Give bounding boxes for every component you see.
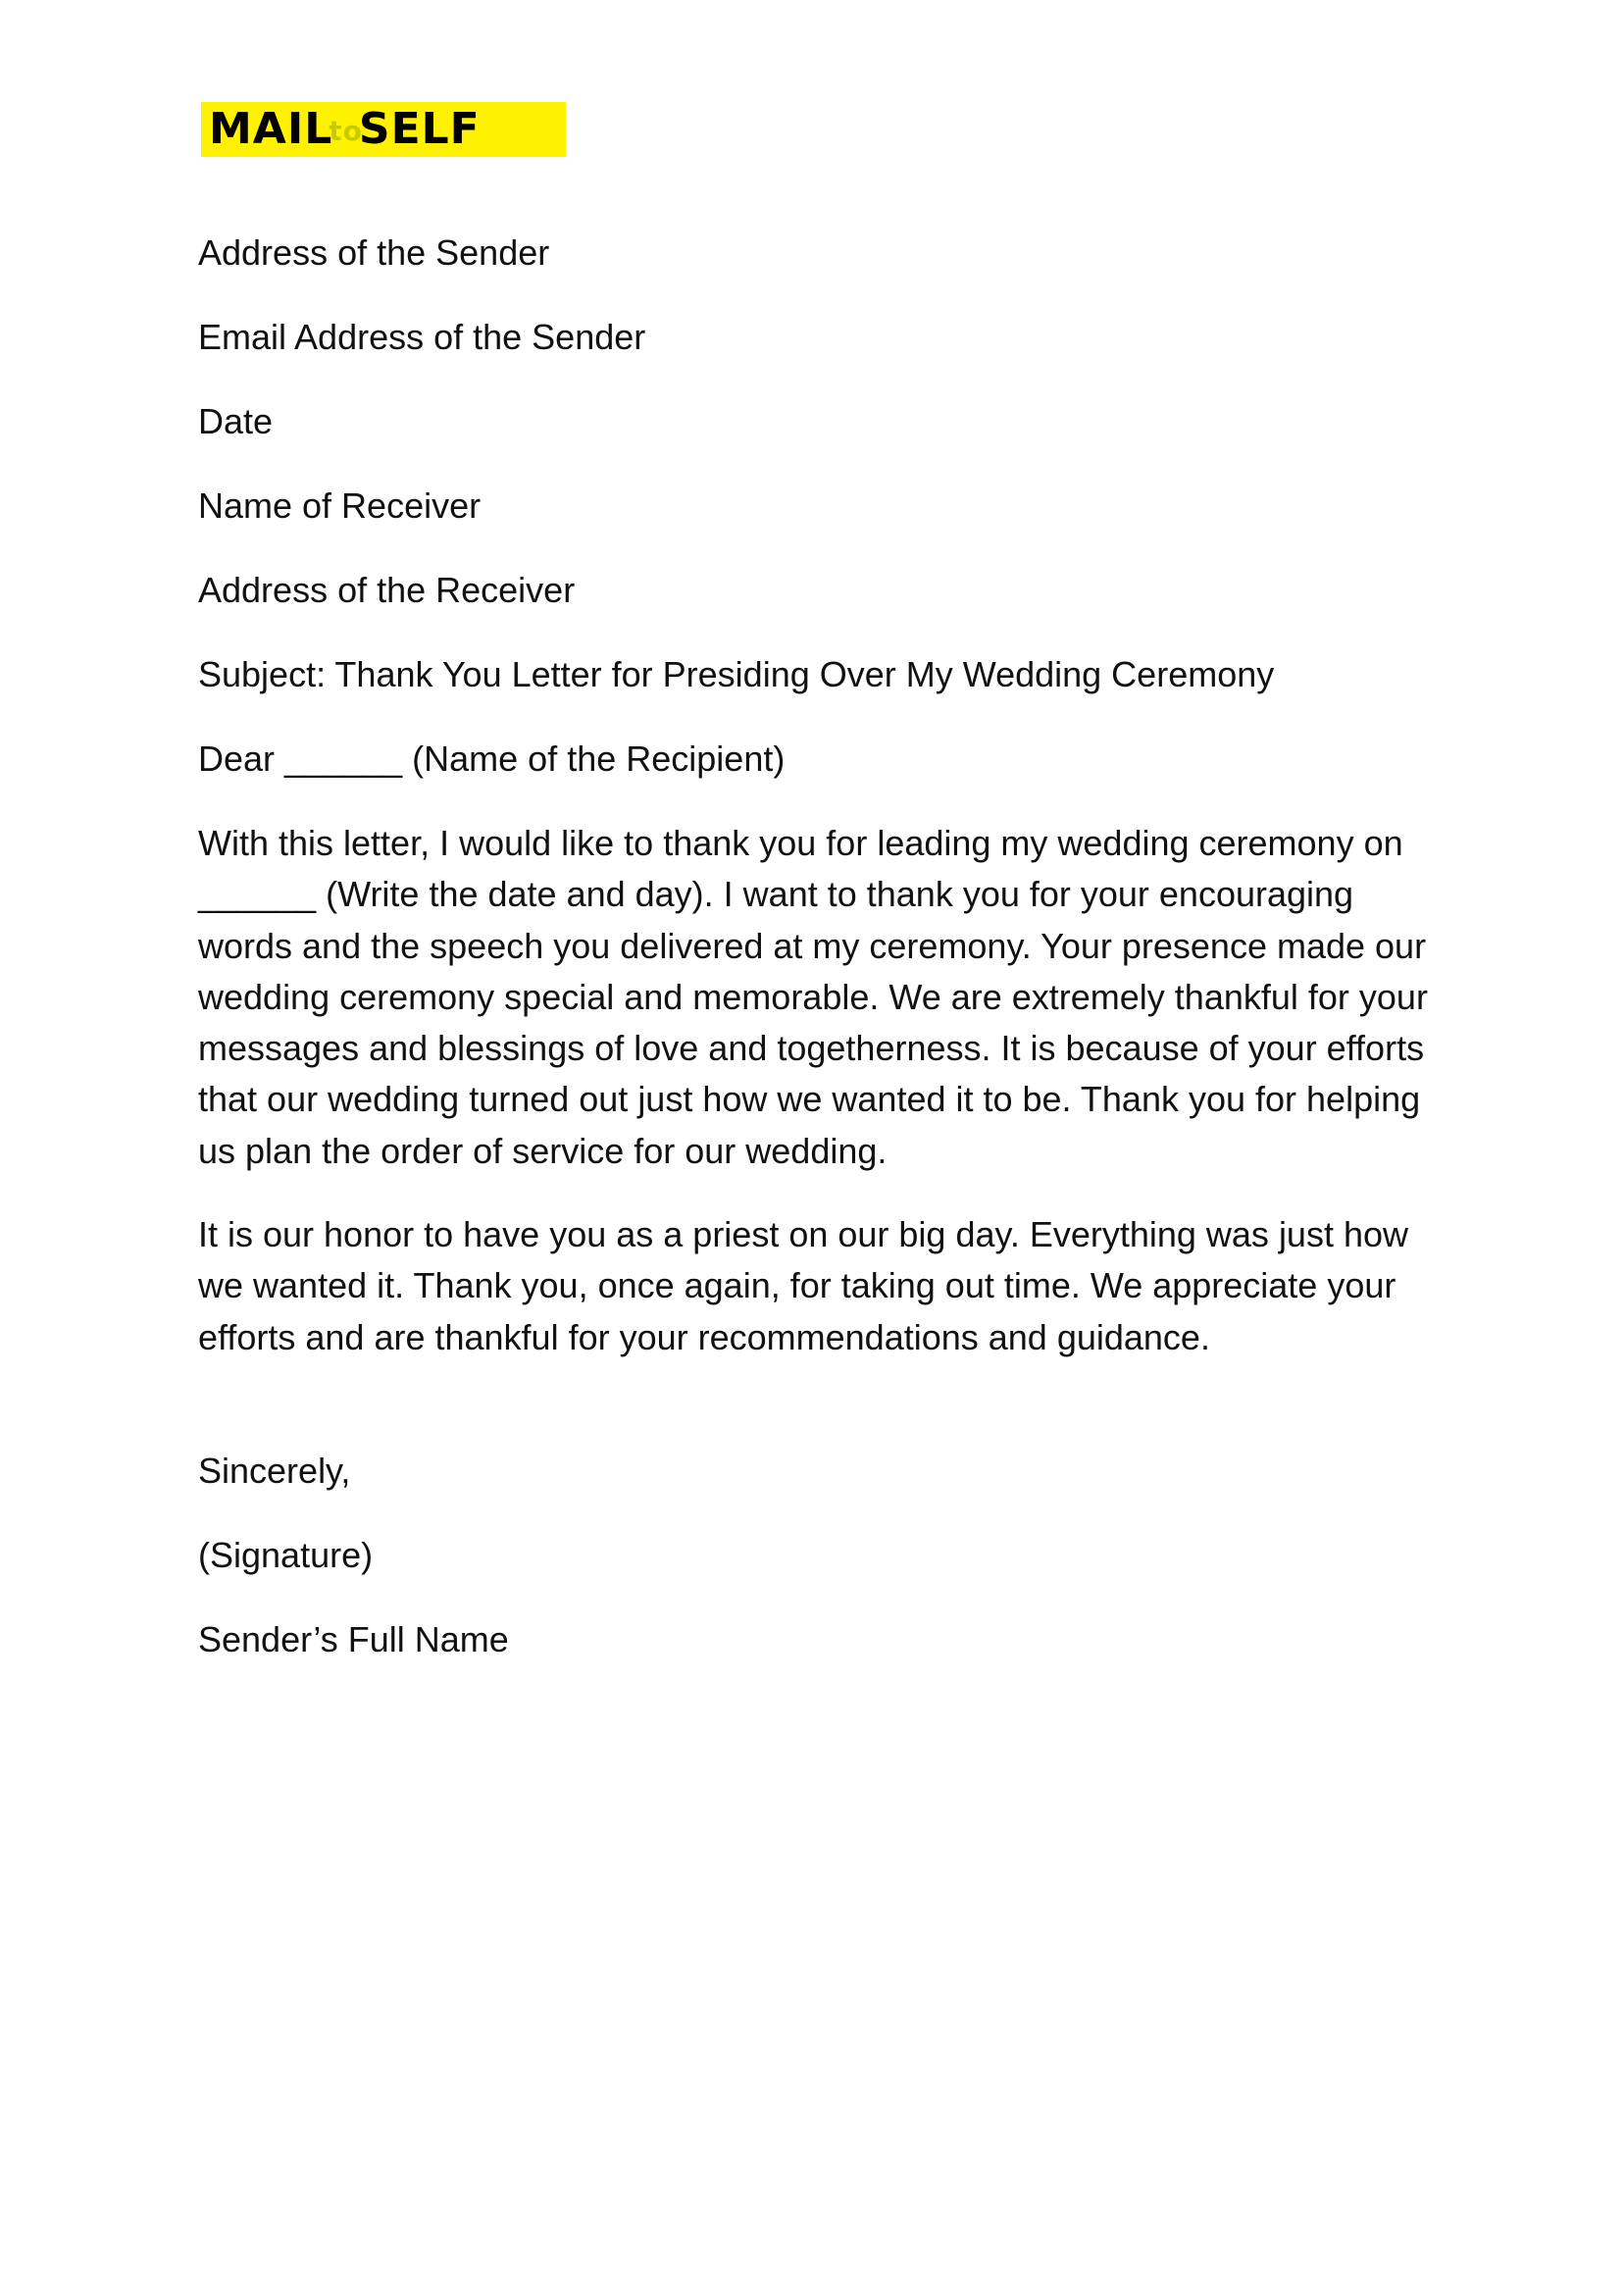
sender-full-name: Sender’s Full Name (198, 1619, 509, 1659)
mail-to-self-logo (201, 102, 566, 157)
body-paragraph-1: With this letter, I would like to thank you for leading my wedding ceremony on ______ (Write the date and day). I want to thank you for your encouraging words and the speech you delivered at my ceremony. Your presence made our wedding ceremony special and memorable. We are extremely thankful for your messages and blessings of love and togetherness. It is because of your efforts that our wedding turned out just how we wanted it to be. Thank you for helping us plan the order of service for our wedding. (198, 823, 1428, 1171)
receiver-name: Name of Receiver (198, 485, 482, 526)
letter-date: Date (198, 401, 274, 441)
logo-text: MAILtoSELF (209, 104, 481, 154)
receiver-address: Address of the Receiver (198, 570, 576, 610)
letter-salutation: Dear ______ (Name of the Recipient) (198, 739, 786, 779)
letter-subject: Subject: Thank You Letter for Presiding Over My Wedding Ceremony (198, 654, 1275, 694)
letter-closing: Sincerely, (198, 1451, 351, 1491)
body-paragraph-2: It is our honor to have you as a priest on our big day. Everything was just how we wanted it. Thank you, once again, for taking out time. We appreciate your efforts and are thankful for your recommendations and guidance. (198, 1214, 1409, 1357)
sender-email: Email Address of the Sender (198, 317, 646, 357)
sender-address: Address of the Sender (198, 232, 550, 273)
letter-signature: (Signature) (198, 1535, 374, 1575)
